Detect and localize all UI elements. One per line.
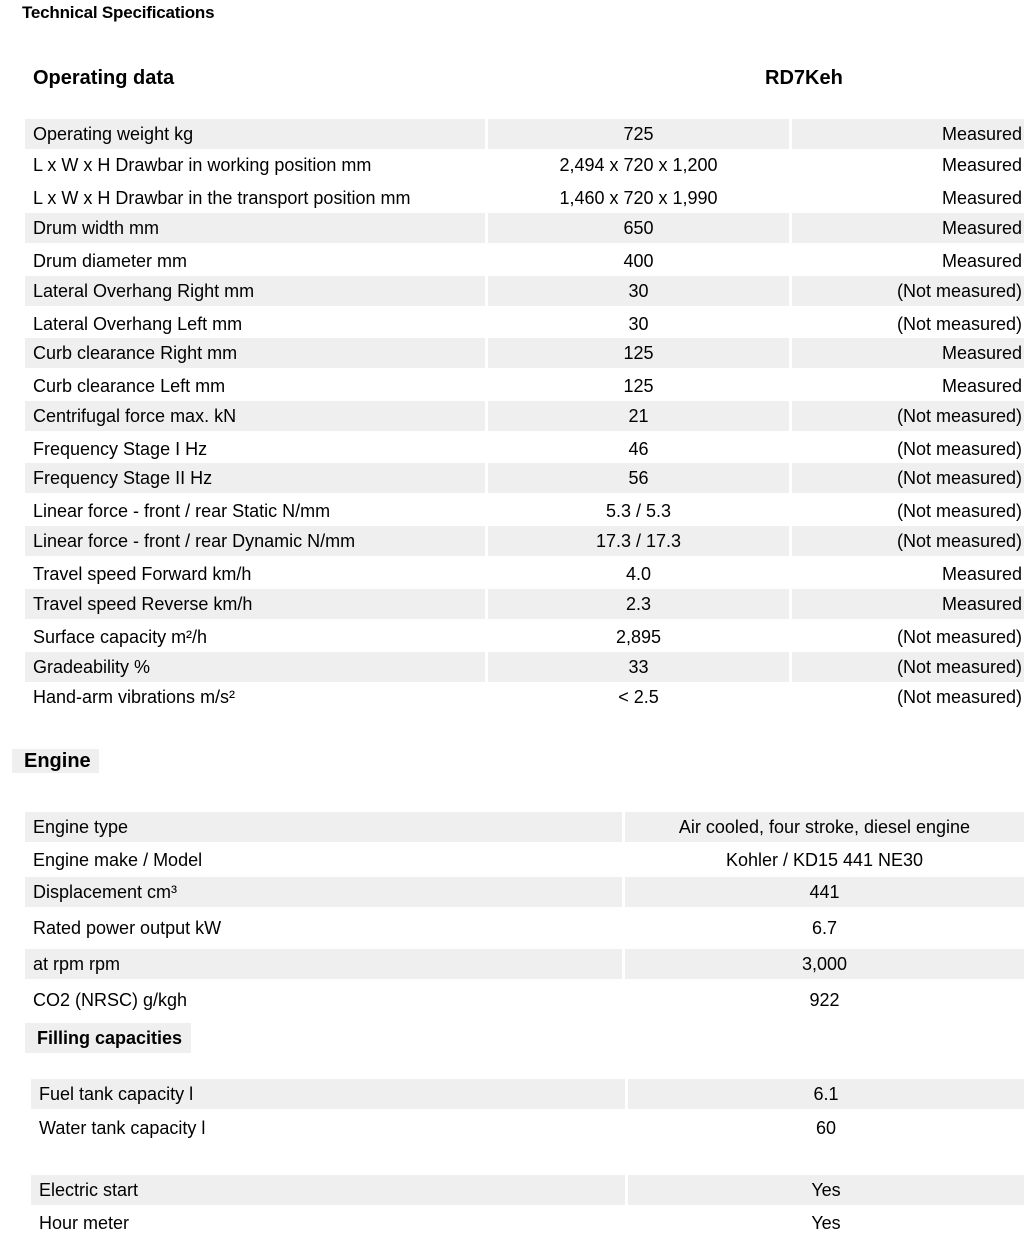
row-status: Measured — [792, 213, 1024, 243]
row-value: 56 — [488, 463, 789, 493]
row-value: 125 — [623, 376, 654, 396]
row-status: (Not measured) — [896, 439, 1022, 459]
row-value: 6.7 — [811, 918, 838, 938]
row-value: 2,895 — [615, 627, 662, 647]
row-label: Hand-arm vibrations m/s² — [33, 687, 236, 707]
row-value: 1,460 x 720 x 1,990 — [559, 188, 718, 208]
filling-capacities-heading: Filling capacities — [25, 1023, 191, 1053]
row-value: Yes — [811, 1213, 841, 1233]
row-status: (Not measured) — [896, 687, 1022, 707]
row-label: Operating weight kg — [25, 119, 485, 149]
row-status: Measured — [941, 251, 1022, 271]
row-label: Engine type — [25, 812, 622, 842]
row-label: L x W x H Drawbar in the transport position mm — [33, 188, 411, 208]
row-value: Air cooled, four stroke, diesel engine — [625, 812, 1024, 842]
row-label: Travel speed Reverse km/h — [25, 589, 485, 619]
row-label: Fuel tank capacity l — [31, 1079, 625, 1109]
row-label: L x W x H Drawbar in working position mm — [33, 155, 372, 175]
row-value: 6.1 — [628, 1079, 1024, 1109]
row-label: Surface capacity m²/h — [33, 627, 208, 647]
model-heading: RD7Keh — [765, 67, 843, 89]
row-value: 17.3 / 17.3 — [488, 526, 789, 556]
operating-data-heading: Operating data — [33, 67, 175, 89]
row-label: Gradeability % — [25, 652, 485, 682]
row-status: Measured — [941, 564, 1022, 584]
row-status: (Not measured) — [896, 627, 1022, 647]
row-value: 125 — [488, 338, 789, 368]
row-label: Linear force - front / rear Static N/mm — [33, 501, 331, 521]
row-status: Measured — [941, 155, 1022, 175]
row-value: 21 — [488, 401, 789, 431]
row-value: 30 — [628, 314, 649, 334]
row-value: < 2.5 — [618, 687, 659, 707]
row-value: 400 — [623, 251, 654, 271]
row-value: 30 — [488, 276, 789, 306]
row-value: 2.3 — [488, 589, 789, 619]
row-status: (Not measured) — [792, 401, 1024, 431]
row-status: Measured — [941, 188, 1022, 208]
row-label: CO2 (NRSC) g/kgh — [33, 990, 188, 1010]
row-status: (Not measured) — [896, 314, 1022, 334]
row-status: Measured — [792, 338, 1024, 368]
row-value: 922 — [809, 990, 840, 1010]
row-label: Frequency Stage I Hz — [33, 439, 208, 459]
row-value: 441 — [625, 877, 1024, 907]
row-status: Measured — [792, 119, 1024, 149]
row-value: Kohler / KD15 441 NE30 — [725, 850, 924, 870]
row-status: Measured — [941, 376, 1022, 396]
row-label: Linear force - front / rear Dynamic N/mm — [25, 526, 485, 556]
row-status: (Not measured) — [896, 501, 1022, 521]
page-title: Technical Specifications — [22, 3, 215, 22]
row-status: (Not measured) — [792, 652, 1024, 682]
row-label: Lateral Overhang Right mm — [25, 276, 485, 306]
row-label: Water tank capacity l — [39, 1118, 206, 1138]
row-label: Hour meter — [39, 1213, 130, 1233]
row-value: Yes — [628, 1175, 1024, 1205]
row-value: 46 — [628, 439, 649, 459]
row-status: Measured — [792, 589, 1024, 619]
row-label: Lateral Overhang Left mm — [33, 314, 243, 334]
row-value: 3,000 — [625, 949, 1024, 979]
row-label: Travel speed Forward km/h — [33, 564, 252, 584]
row-status: (Not measured) — [792, 463, 1024, 493]
row-value: 725 — [488, 119, 789, 149]
row-label: at rpm rpm — [25, 949, 622, 979]
row-value: 60 — [815, 1118, 837, 1138]
row-value: 33 — [488, 652, 789, 682]
row-label: Curb clearance Left mm — [33, 376, 226, 396]
row-value: 650 — [488, 213, 789, 243]
row-status: (Not measured) — [792, 526, 1024, 556]
row-label: Engine make / Model — [33, 850, 203, 870]
engine-heading: Engine — [12, 749, 99, 773]
row-status: (Not measured) — [792, 276, 1024, 306]
row-value: 2,494 x 720 x 1,200 — [559, 155, 718, 175]
row-label: Rated power output kW — [33, 918, 222, 938]
row-label: Electric start — [31, 1175, 625, 1205]
row-label: Displacement cm³ — [25, 877, 622, 907]
row-label: Curb clearance Right mm — [25, 338, 485, 368]
row-label: Frequency Stage II Hz — [25, 463, 485, 493]
row-label: Drum width mm — [25, 213, 485, 243]
row-value: 4.0 — [625, 564, 652, 584]
row-label: Centrifugal force max. kN — [25, 401, 485, 431]
row-value: 5.3 / 5.3 — [605, 501, 672, 521]
row-label: Drum diameter mm — [33, 251, 188, 271]
